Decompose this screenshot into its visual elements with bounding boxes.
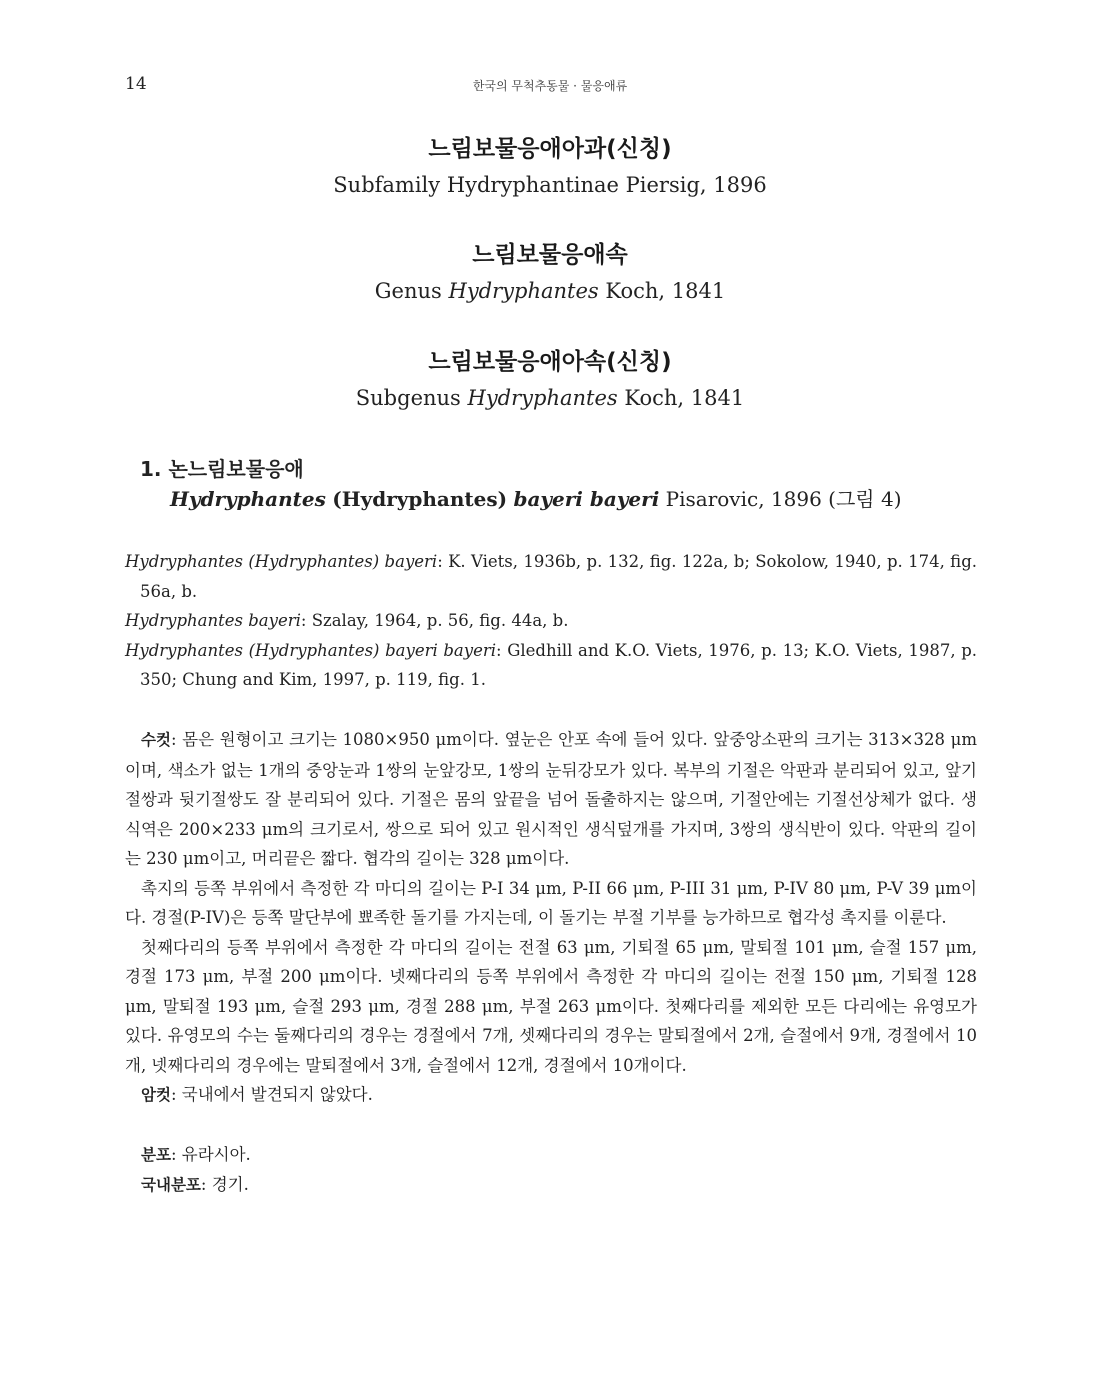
legs-description: 첫째다리의 등쪽 부위에서 측정한 각 마디의 길이는 전절 63 μm, 기퇴절 65 μm, 말퇴절 101 μm, 슬절 157 μm, 경절 173 μm, 부절 200 μm이다. 넷째다리의 등쪽 부위에서 측정한 각 마디의 길이는 전절 150 μm, 기퇴절 128 μm, 말퇴절 193 μm, 슬절 293 μm, 경절 288 μm, 부절 263 μm이다. 첫째다리를 제외한 모든 다리에는 유영모가 있다. 유영모의 수는 둘째다리의 경우는 경절에서 7개, 셋째다리의 경우는 말퇴절에서 2개, 슬절에서 9개, 경절에서 10개, 넷째다리의 경우에는 말퇴절에서 3개, 슬절에서 12개, 경절에서 10개이다. bbox=[125, 937, 977, 1075]
species-korean-name: 1. 논느림보물응애 bbox=[140, 457, 304, 481]
palp-description: 촉지의 등쪽 부위에서 측정한 각 마디의 길이는 P-I 34 μm, P-II 66 μm, P-III 31 μm, P-IV 80 μm, P-V 39 μm이다. 경절(P-IV)은 등쪽 말단부에 뾰족한 돌기를 가지는데, 이 돌기는 부절 기부를 능가하므로 협각성 촉지를 이룬다. bbox=[125, 878, 977, 927]
genus-korean-name: 느림보물응애속 bbox=[472, 242, 628, 268]
korean-distribution: 국내분포: 경기. bbox=[141, 1175, 249, 1194]
species-heading bbox=[140, 455, 1000, 515]
subfamily-scientific-name: Subfamily Hydryphantinae Piersig, 1896 bbox=[333, 173, 767, 197]
subfamily-korean-name: 느림보물응애아과(신칭) bbox=[428, 136, 672, 162]
synonym-entry: Hydryphantes (Hydryphantes) bayeri bayeri: Gledhill and K.O. Viets, 1976, p. 13; K.O. Viets, 1987, p. 350; Chung and Kim, 1997, p. 119, fig. 1. bbox=[125, 640, 978, 689]
distribution: 분포: 유라시아. bbox=[141, 1144, 251, 1164]
synonym-entry: Hydryphantes bayeri: Szalay, 1964, p. 56, fig. 44a, b. bbox=[125, 611, 569, 630]
page-number: 14 bbox=[125, 74, 147, 94]
subgenus-scientific-name: Subgenus Hydryphantes Koch, 1841 bbox=[355, 386, 745, 410]
synonymy-list bbox=[125, 547, 977, 695]
synonym-entry: Hydryphantes (Hydryphantes) bayeri: K. Viets, 1936b, p. 132, fig. 122a, b; Sokolow, 1940, p. 174, fig. 56a, b. bbox=[125, 552, 977, 601]
subgenus-korean-name: 느림보물응애아속(신칭) bbox=[428, 349, 672, 375]
subgenus-heading bbox=[0, 346, 1100, 414]
species-description bbox=[125, 725, 977, 1201]
species-scientific-name: Hydryphantes (Hydryphantes) bayeri bayeri Pisarovic, 1896 (그림 4) bbox=[170, 487, 902, 511]
subfamily-heading bbox=[0, 133, 1100, 201]
running-title: 한국의 무척추동물 · 물응애류 bbox=[472, 79, 628, 93]
genus-scientific-name: Genus Hydryphantes Koch, 1841 bbox=[374, 279, 726, 303]
genus-heading bbox=[0, 239, 1100, 307]
male-description: 수컷: 몸은 원형이고 크기는 1080×950 μm이다. 옆눈은 안포 속에 들어 있다. 앞중앙소판의 크기는 313×328 μm이며, 색소가 없는 1개의 중앙눈과 1쌍의 눈앞강모, 1쌍의 눈뒤강모가 있다. 복부의 기절은 악판과 분리되어 있고, 앞기절쌍과 뒷기절쌍도 잘 분리되어 있다. 기절은 몸의 앞끝을 넘어 돌출하지는 않으며, 기절안에는 기절선상체가 없다. 생식역은 200×233 μm의 크기로서, 쌍으로 되어 있고 원시적인 생식덮개를 가지며, 3쌍의 생식반이 있다. 악판의 길이는 230 μm이고, 머리끝은 짧다. 협각의 길이는 328 μm이다. bbox=[125, 730, 977, 868]
female-description: 암컷: 국내에서 발견되지 않았다. bbox=[141, 1085, 373, 1104]
